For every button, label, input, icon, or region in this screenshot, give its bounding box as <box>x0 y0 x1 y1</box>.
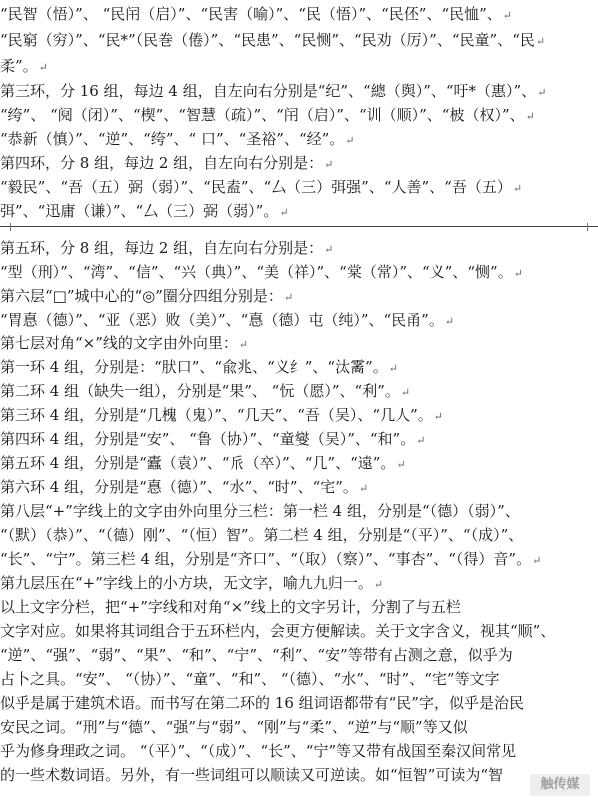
text-line-content: 第一环 4 组，分别是：“肰口”、“兪兆、“义纟”、“汰霱”。 <box>0 358 388 376</box>
paragraph-mark-icon: ↵ <box>400 386 411 399</box>
text-line <box>0 428 425 450</box>
text-line-content: “民智（悟）”、 “民闬（启）”、“民害（喻）”、“民（悟）”、“民伾”、“民恤”、 <box>0 5 502 23</box>
text-line <box>0 285 293 307</box>
text-line <box>0 176 522 198</box>
text-line-content: 第四环，分 8 组，每边 2 组，自左向右分别是： <box>0 154 324 172</box>
text-line-content: 柔”。 <box>0 57 38 75</box>
text-line <box>0 476 368 498</box>
text-line <box>0 80 546 102</box>
paragraph-mark-icon: ↵ <box>537 86 547 99</box>
document-page-lower <box>0 231 598 800</box>
text-line-content: “民窮（穷）”、“民*”（民巻（倦）”、“民患”、“民恻”、“民劝（厉）”、“民童”、“民 <box>0 31 535 49</box>
paragraph-mark-icon: ↵ <box>512 182 523 195</box>
watermark-logo: 触传媒 <box>530 774 590 796</box>
text-line-content: “绔”、 “阋（闭）”、“楔”、“智慧（疏）”、“闬（启）”、“训（顺）”、“柀（权）”、 <box>0 106 525 124</box>
paragraph-mark-icon: ↵ <box>238 338 249 351</box>
paragraph-mark-icon: ↵ <box>513 267 523 280</box>
text-line-content: 文字对应。如果将其词组合于五环栏内，会更方便解读。关于文字含义，视其“顺”、 <box>0 622 556 640</box>
text-line-content: 第六环 4 组，分别是“惪（德）”、“水”、“时”、“宅”。 <box>0 478 358 496</box>
paragraph-mark-icon: ↵ <box>358 482 369 495</box>
text-line-content: 第二环 4 组（缺失一组），分别是“果”、 “忨（愿）”、“利”。 <box>0 382 400 400</box>
text-line <box>0 404 443 426</box>
text-line <box>0 104 535 126</box>
text-line <box>0 572 383 594</box>
paragraph-mark-icon: ↵ <box>38 61 48 74</box>
text-line <box>0 644 513 666</box>
text-line-content: 弭”、“迅庸（谦）”、“厶（三）弼（弱）”。 <box>0 202 279 220</box>
text-line-content: 第五环，分 8 组，每边 2 组，自左向右分别是： <box>0 239 324 257</box>
page-break-line <box>0 226 598 227</box>
text-line <box>0 452 406 474</box>
text-line <box>0 764 503 786</box>
text-line-content: “逆”、“强”、“弱”、“果”、“和”、“宁”、“利”、“安”等带有占测之意，似乎为 <box>0 646 513 664</box>
text-line <box>0 3 512 25</box>
text-line <box>0 332 248 354</box>
text-line <box>0 500 520 522</box>
text-line-content: “型（刑）”、“湾”、“信”、“兴（典）”、“美（祥）”、“棠（常）”、“义”、“恻”。 <box>0 263 513 281</box>
text-line-content: 第四环 4 组，分别是“安”、 “鲁（协）”、“童燮（吴）”、“和”。 <box>0 430 416 448</box>
paragraph-mark-icon: ↵ <box>416 434 426 447</box>
text-line-content: 乎为修身理政之词。 “（平）”、“（成）”、“长”、“宁”等又带有战国至秦汉间常见 <box>0 742 517 760</box>
text-line <box>0 309 454 331</box>
text-line <box>0 716 468 738</box>
paragraph-mark-icon: ↵ <box>444 315 455 328</box>
paragraph-mark-icon: ↵ <box>345 134 355 147</box>
text-line <box>0 237 333 259</box>
text-line <box>0 29 545 51</box>
text-line <box>0 524 523 546</box>
paragraph-mark-icon: ↵ <box>324 243 334 256</box>
text-line-content: “胃惪（德）”、“亚（恶）败（美）”、“惪（德）屯（纯）”、“民甬”。 <box>0 311 444 329</box>
text-line <box>0 668 500 690</box>
text-line <box>0 128 355 150</box>
text-line <box>0 152 333 174</box>
paragraph-mark-icon: ↵ <box>373 578 384 591</box>
paragraph-mark-icon: ↵ <box>324 158 334 171</box>
text-line <box>0 380 410 402</box>
paragraph-mark-icon: ↵ <box>502 9 513 22</box>
text-line <box>0 692 524 714</box>
text-line <box>0 261 523 283</box>
paragraph-mark-icon: ↵ <box>433 410 443 423</box>
text-line <box>0 356 398 378</box>
text-line-content: 以上文字分栏，把“+”字线和对角“×”线上的文字另计，分割了与五栏 <box>0 598 461 616</box>
text-line <box>0 620 555 642</box>
paragraph-mark-icon: ↵ <box>396 458 406 471</box>
text-line <box>0 55 48 77</box>
text-line-content: “恭新（慎）”、“逆”、“绔”、“ 口”、“圣裕”、“经”。 <box>0 130 345 148</box>
paragraph-mark-icon: ↵ <box>283 291 294 304</box>
paragraph-mark-icon: ↵ <box>532 554 542 567</box>
text-line-content: 占卜之具。“安”、 “（协）”、“童”、“和”、 “（德）、“水”、“时”、“宅”等文字 <box>0 670 500 688</box>
text-line <box>0 548 541 570</box>
text-line-content: “长”、“宁”。第三栏 4 组，分别是“齐口”、“（取）（察）”、“事杏”、“（得）音”。 <box>0 550 532 568</box>
document-page-upper <box>0 0 598 226</box>
text-line-content: 第三环 4 组，分别是“几槐（鬼）”、“几天”、“吾（吴）、“几人”。 <box>0 406 433 424</box>
text-line-content: “毅民”、“吾（五）弼（弱）”、“民盍”、“厶（三）弭强”、“人善”、“吾（五） <box>0 178 512 196</box>
text-line-content: 第六层“□”城中心的“◎”圈分四组分别是： <box>0 287 283 305</box>
paragraph-mark-icon: ↵ <box>525 110 535 123</box>
text-line-content: 第九层压在“+”字线上的小方块，无文字，喻九九归一。 <box>0 574 373 592</box>
text-line-content: 第五环 4 组，分别是“蠹（袁）”、“𠂢（卒）”、“几”、“遠”。 <box>0 454 396 472</box>
text-line-content: 第七层对角“×”线的文字由外向里： <box>0 334 238 352</box>
text-line-content: 似乎是属于建筑术语。而书写在第二环的 16 组词语都带有“民”字，似乎是治民 <box>0 694 524 712</box>
text-line <box>0 200 289 222</box>
text-line-content: 的一些术数词语。另外，有一些词组可以顺读又可逆读。如“恒智”可读为“智 <box>0 766 504 784</box>
paragraph-mark-icon: ↵ <box>388 362 398 375</box>
text-line <box>0 740 516 762</box>
text-line-content: 安民之词。“刑”与“德”、“强”与“弱”、“刚”与“柔”、“逆”与“顺”等又似 <box>0 718 468 736</box>
text-line-content: 第三环，分 16 组，每边 4 组，自左向右分别是“纪”、“總（舆）”、“吁*（惠）”、 <box>0 82 537 100</box>
text-line-content: 第八层“+”字线上的文字由外向里分三栏：第一栏 4 组，分别是“（德）（弱）”、 <box>0 502 520 520</box>
paragraph-mark-icon: ↵ <box>535 35 546 48</box>
text-line <box>0 596 461 618</box>
paragraph-mark-icon: ↵ <box>279 206 289 219</box>
text-line-content: “（默）（恭）”、“（德）刚”、“（恒）智”。第二栏 4 组，分别是“（平）”、“（成）”、 <box>0 526 524 544</box>
